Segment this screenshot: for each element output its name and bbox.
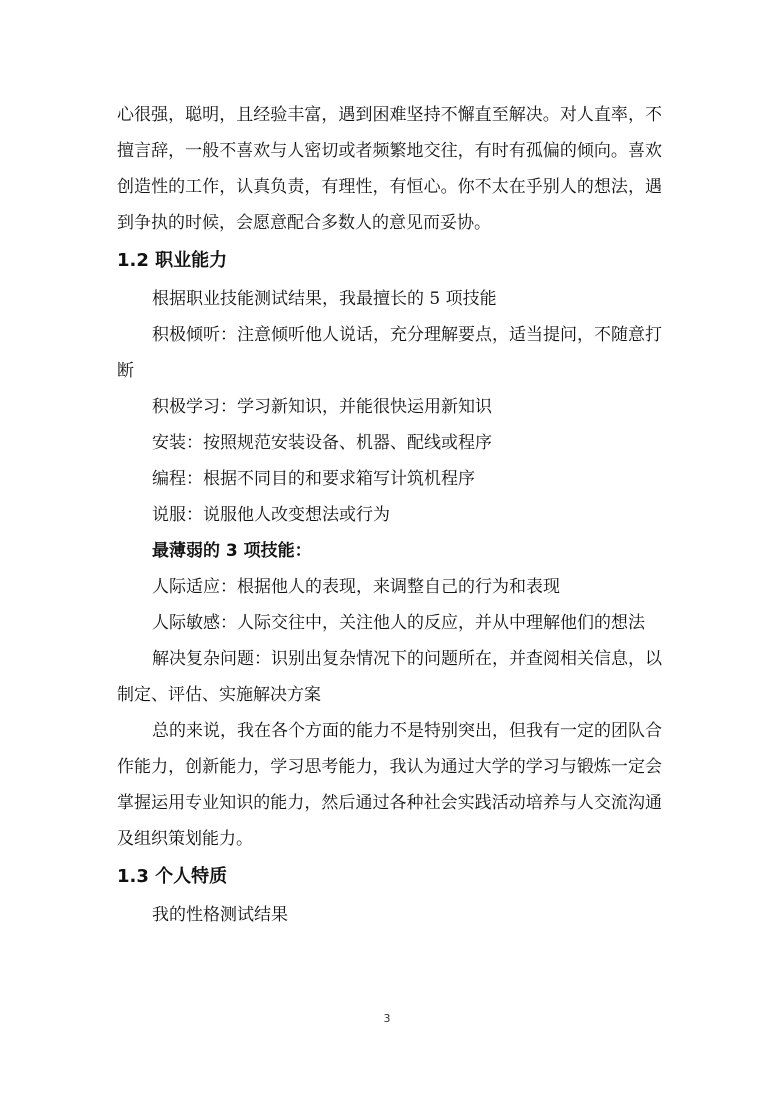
weakness-item: 人际敏感：人际交往中，关注他人的反应，并从中理解他们的想法	[152, 613, 645, 633]
strength-item: 安装：按照规范安装设备、机器、配线或程序	[152, 433, 492, 453]
weaknesses-heading: 最薄弱的 3 项技能：	[152, 541, 312, 561]
weakness-item: 解决复杂问题：识别出复杂情况下的问题所在，并查阅相关信息，以制定、评估、实施解决方案	[117, 649, 662, 705]
personality-lead: 我的性格测试结果	[152, 905, 288, 925]
page-number: 3	[383, 1012, 391, 1025]
section-heading-career-abilities: 1.2 职业能力	[117, 250, 228, 271]
page-content	[117, 97, 662, 933]
summary-paragraph: 总的来说，我在各个方面的能力不是特别突出，但我有一定的团队合作能力，创新能力，学习思考能力，我认为通过大学的学习与锻炼一定会掌握运用专业知识的能力，然后通过各种社会实践活动培养与人交流沟通及组织策划能力。	[117, 721, 662, 849]
strength-item: 积极倾听：注意倾听他人说话，充分理解要点，适当提问，不随意打断	[117, 325, 662, 381]
strength-item: 说服：说服他人改变想法或行为	[152, 505, 390, 525]
strength-item: 编程：根据不同目的和要求箱写计筑机程序	[152, 469, 475, 489]
section-heading-personal-traits: 1.3 个人特质	[117, 866, 228, 887]
strengths-lead: 根据职业技能测试结果，我最擅长的 5 项技能	[152, 289, 497, 309]
strength-item: 积极学习：学习新知识，并能很快运用新知识	[152, 397, 492, 417]
weakness-item: 人际适应：根据他人的表现，来调整自己的行为和表现	[152, 577, 560, 597]
intro-paragraph: 心很强，聪明，且经验丰富，遇到困难坚持不懈直至解决。对人直率，不擅言辞，一般不喜欢与人密切或者频繁地交往，有时有孤偏的倾向。喜欢创造性的工作，认真负责，有理性，有恒心。你不太在乎别人的想法，遇到争执的时候，会愿意配合多数人的意见而妥协。	[117, 105, 662, 233]
